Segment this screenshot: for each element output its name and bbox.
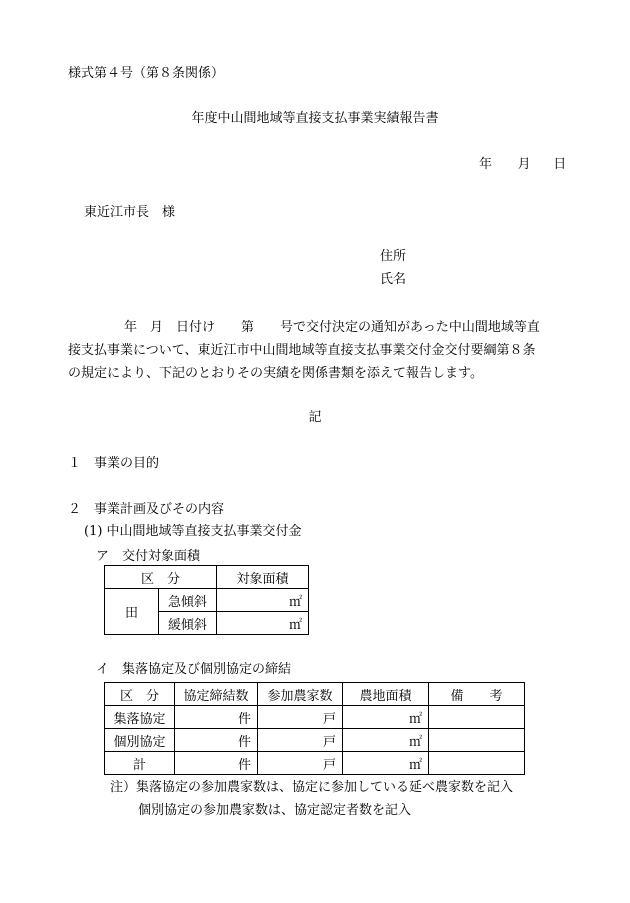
count-cell[interactable]: 件 (175, 752, 258, 775)
area-cell[interactable]: ㎡ (343, 729, 429, 752)
date-year: 年 (479, 157, 493, 172)
table-header-row (105, 683, 525, 706)
header-remarks: 備 考 (429, 683, 525, 706)
agreement-table (104, 682, 525, 775)
row-name: 集落協定 (105, 706, 175, 729)
table-row (105, 729, 525, 752)
area-cell[interactable]: ㎡ (343, 706, 429, 729)
subsection-1-heading: (1) 中山間地域等直接支払事業交付金 (84, 524, 302, 539)
farm-cell[interactable]: 戸 (258, 729, 343, 752)
item-a-heading: ア 交付対象面積 (96, 549, 201, 564)
address-label: 住所 (380, 249, 407, 264)
table-row (105, 589, 309, 612)
table-row (105, 752, 525, 775)
table-header-row (105, 566, 309, 589)
item-i-heading: イ 集落協定及び個別協定の締結 (96, 662, 292, 677)
date-line (479, 157, 566, 173)
date-month: 月 (517, 157, 531, 172)
row-name: 個別協定 (105, 729, 175, 752)
section-1-heading: １ 事業の目的 (68, 456, 160, 471)
row-name: 計 (105, 752, 175, 775)
remarks-cell[interactable] (429, 729, 525, 752)
header-category: 区 分 (105, 683, 175, 706)
row-name: 急傾斜 (159, 589, 217, 612)
body-line-2: 接支払事業について、東近江市中山間地域等直接支払事業交付金交付要綱第８条 (68, 343, 536, 358)
count-cell[interactable]: 件 (175, 706, 258, 729)
header-area: 対象面積 (217, 566, 309, 589)
table-row (105, 706, 525, 729)
row-name: 緩傾斜 (159, 612, 217, 635)
header-farmland-area: 農地面積 (343, 683, 429, 706)
target-area-table (104, 565, 309, 635)
area-cell[interactable]: ㎡ (343, 752, 429, 775)
date-day: 日 (553, 157, 567, 172)
header-category: 区 分 (105, 566, 217, 589)
name-label: 氏名 (380, 272, 407, 287)
note-line-1: 注）集落協定の参加農家数は、協定に参加している延べ農家数を記入 (110, 780, 514, 795)
header-agreement-count: 協定締結数 (175, 683, 258, 706)
note-line-2: 個別協定の参加農家数は、協定認定者数を記入 (138, 803, 412, 818)
remarks-cell[interactable] (429, 752, 525, 775)
header-farm-count: 参加農家数 (258, 683, 343, 706)
ki-heading: 記 (308, 410, 322, 425)
body-line-1: 年 月 日付け 第 号で交付決定の通知があった中山間地域等直 (124, 320, 540, 335)
addressee: 東近江市長 様 (84, 205, 176, 220)
count-cell[interactable]: 件 (175, 729, 258, 752)
area-cell[interactable]: ㎡ (217, 589, 309, 612)
area-cell[interactable]: ㎡ (217, 612, 309, 635)
document-title: 年度中山間地域等直接支払事業実績報告書 (191, 111, 439, 126)
section-2-heading: ２ 事業計画及びその内容 (68, 502, 225, 517)
body-line-3: の規定により、下記のとおりその実績を関係書類を添えて報告します。 (68, 366, 483, 381)
group-label: 田 (105, 589, 159, 635)
form-number: 様式第４号（第８条関係） (68, 66, 225, 81)
remarks-cell[interactable] (429, 706, 525, 729)
farm-cell[interactable]: 戸 (258, 706, 343, 729)
farm-cell[interactable]: 戸 (258, 752, 343, 775)
